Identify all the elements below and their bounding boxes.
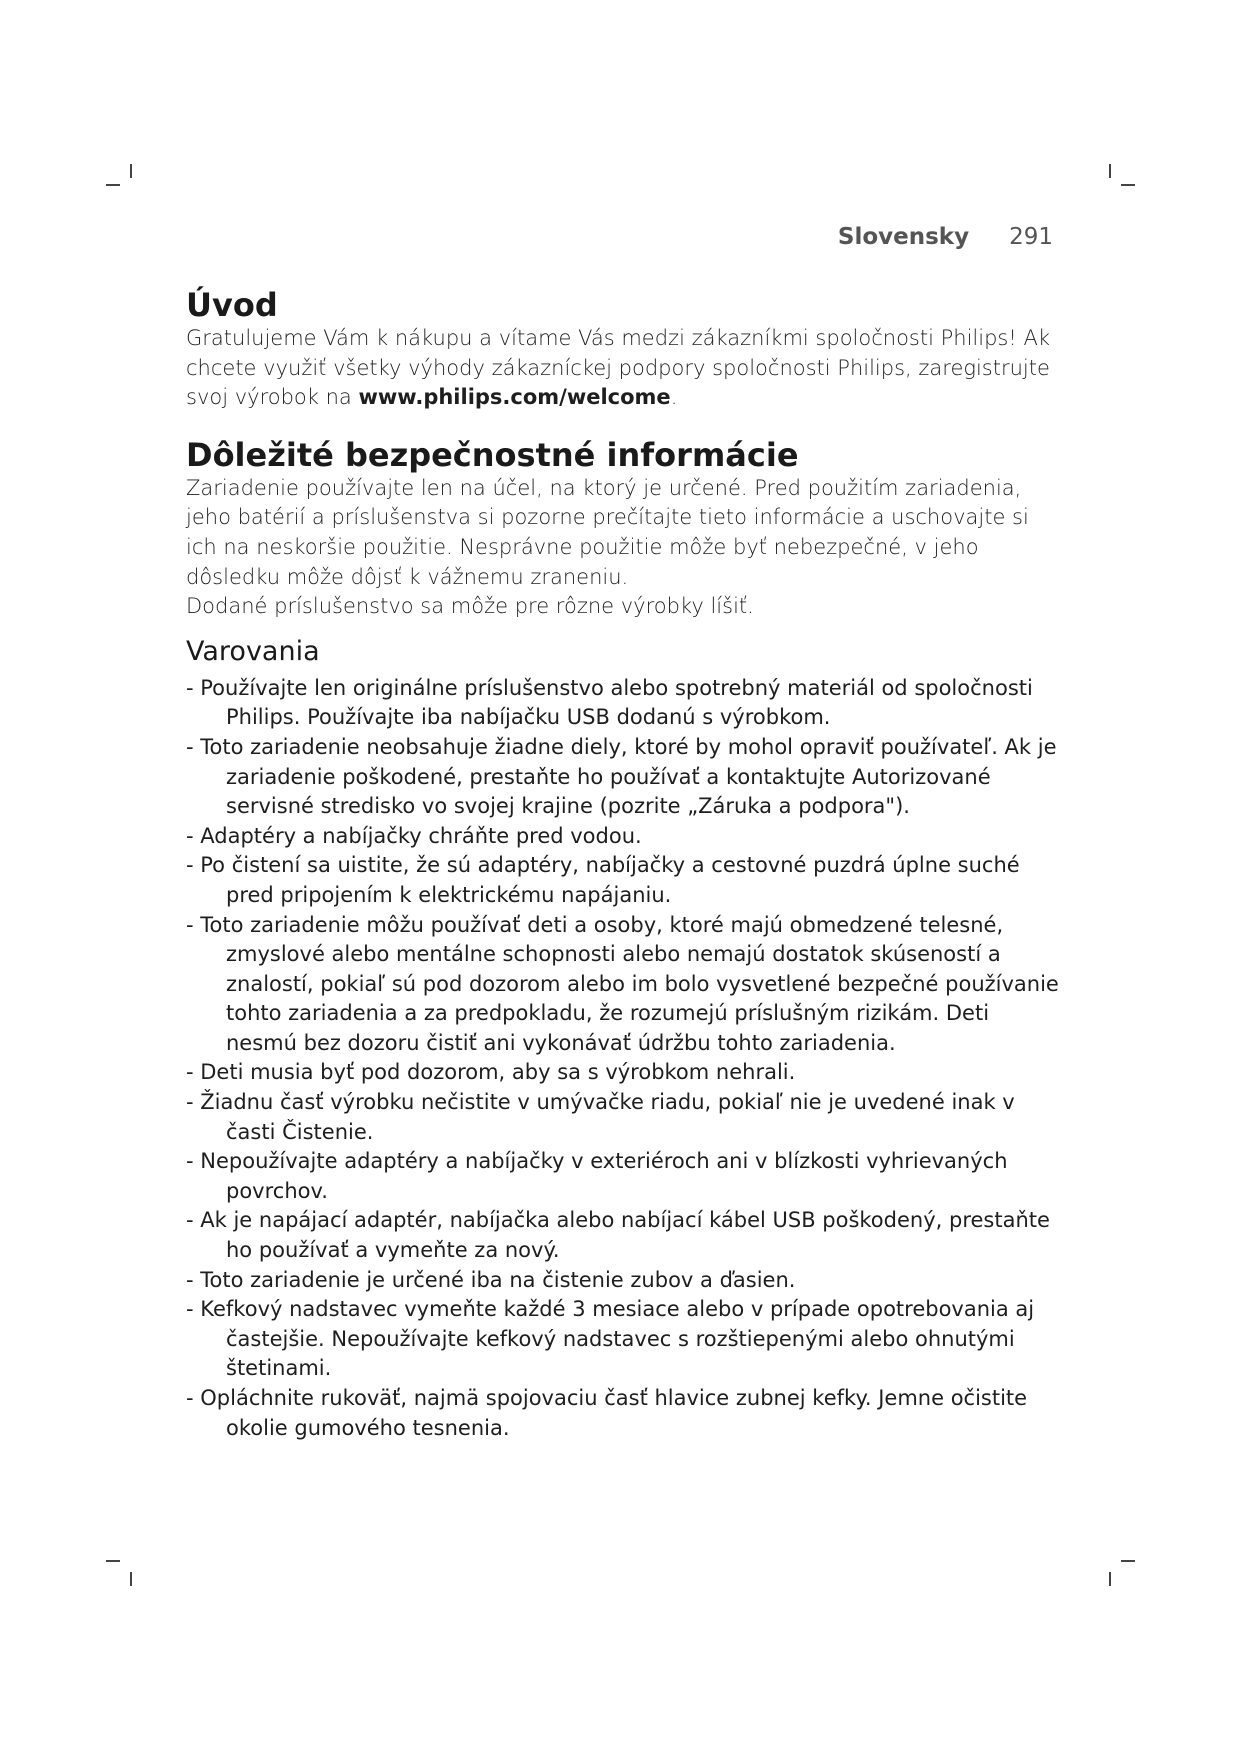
warning-item: - Kefkový nadstavec vymeňte každé 3 mesiace alebo v prípade opotrebovania aj častejšie. Nepoužívajte kefkový nadstavec s rozštiepenými alebo ohnutými štetinami. [186, 1295, 1066, 1384]
crop-mark-top-right-h [1121, 184, 1135, 186]
crop-mark-top-right-v [1109, 164, 1111, 178]
warning-item: - Po čistení sa uistite, že sú adaptéry, nabíjačky a cestovné puzdrá úplne suché pred pripojením k elektrickému napájaniu. [186, 851, 1066, 910]
intro-text-end: . [670, 385, 678, 410]
warning-item: - Ak je napájací adaptér, nabíjačka alebo nabíjací kábel USB poškodený, prestaňte ho používať a vymeňte za nový. [186, 1206, 1066, 1265]
language-label: Slovensky [837, 224, 970, 250]
warning-item: - Nepoužívajte adaptéry a nabíjačky v exteriéroch ani v blízkosti vyhrievaných povrchov. [186, 1147, 1066, 1206]
intro-title: Úvod [186, 286, 278, 324]
warning-item: - Opláchnite rukoväť, najmä spojovaciu časť hlavice zubnej kefky. Jemne očistite okolie gumového tesnenia. [186, 1384, 1066, 1443]
crop-mark-bottom-left-h [106, 1560, 120, 1562]
safety-paragraph-1: Zariadenie používajte len na účel, na ktorý je určené. Pred použitím zariadenia, jeho batérií a príslušenstva si pozorne prečítajte tieto informácie a uschovajte si ich na neskoršie použitie. Nesprávne použitie môže byť nebezpečné, v jeho dôsledku môže dôjsť k vážnemu zraneniu. [186, 475, 1029, 589]
page-header [838, 224, 1053, 250]
page-content [186, 286, 1066, 1443]
warning-item: - Adaptéry a nabíjačky chráňte pred vodou. [186, 822, 1066, 852]
crop-mark-bottom-left-v [130, 1572, 132, 1586]
safety-paragraph-2: Dodané príslušenstvo sa môže pre rôzne výrobky líšiť. [186, 594, 754, 619]
crop-mark-bottom-right-h [1121, 1560, 1135, 1562]
crop-mark-top-left-h [106, 184, 120, 186]
warning-item: - Toto zariadenie neobsahuje žiadne diely, ktoré by mohol opraviť používateľ. Ak je zariadenie poškodené, prestaňte ho používať a kontaktujte Autorizované servisné stredisko vo svojej krajine (pozrite „Záruka a podpora"). [186, 733, 1066, 822]
warning-item: - Toto zariadenie môžu používať deti a osoby, ktoré majú obmedzené telesné, zmyslové alebo mentálne schopnosti alebo nemajú dostatok skúseností a znalostí, pokiaľ sú pod dozorom alebo im bolo vysvetlené bezpečné používanie tohto zariadenia a za predpokladu, že rozumejú príslušným rizikám. Deti nesmú bez dozoru čistiť ani vykonávať údržbu tohto zariadenia. [186, 911, 1066, 1059]
page-number: 291 [1009, 224, 1053, 250]
warnings-title: Varovania [186, 635, 320, 667]
intro-text: Gratulujeme Vám k nákupu a vítame Vás medzi zákazníkmi spoločnosti Philips! Ak chcete využiť všetky výhody zákazníckej podpory spoločnosti Philips, zaregistrujte svoj výrobok na [186, 326, 1050, 410]
warning-item: - Používajte len originálne príslušenstvo alebo spotrebný materiál od spoločnosti Philips. Používajte iba nabíjačku USB dodanú s výrobkom. [186, 674, 1066, 733]
welcome-link[interactable]: www.philips.com/welcome [358, 385, 671, 410]
warning-item: - Toto zariadenie je určené iba na čistenie zubov a ďasien. [186, 1266, 1066, 1296]
crop-mark-bottom-right-v [1109, 1572, 1111, 1586]
warning-item: - Deti musia byť pod dozorom, aby sa s výrobkom nehrali. [186, 1058, 1066, 1088]
intro-paragraph [186, 324, 1066, 413]
warnings-list [186, 674, 1066, 1443]
safety-title: Dôležité bezpečnostné informácie [186, 435, 799, 474]
warning-item: - Žiadnu časť výrobku nečistite v umývačke riadu, pokiaľ nie je uvedené inak v časti Čistenie. [186, 1088, 1066, 1147]
crop-mark-top-left-v [130, 164, 132, 178]
